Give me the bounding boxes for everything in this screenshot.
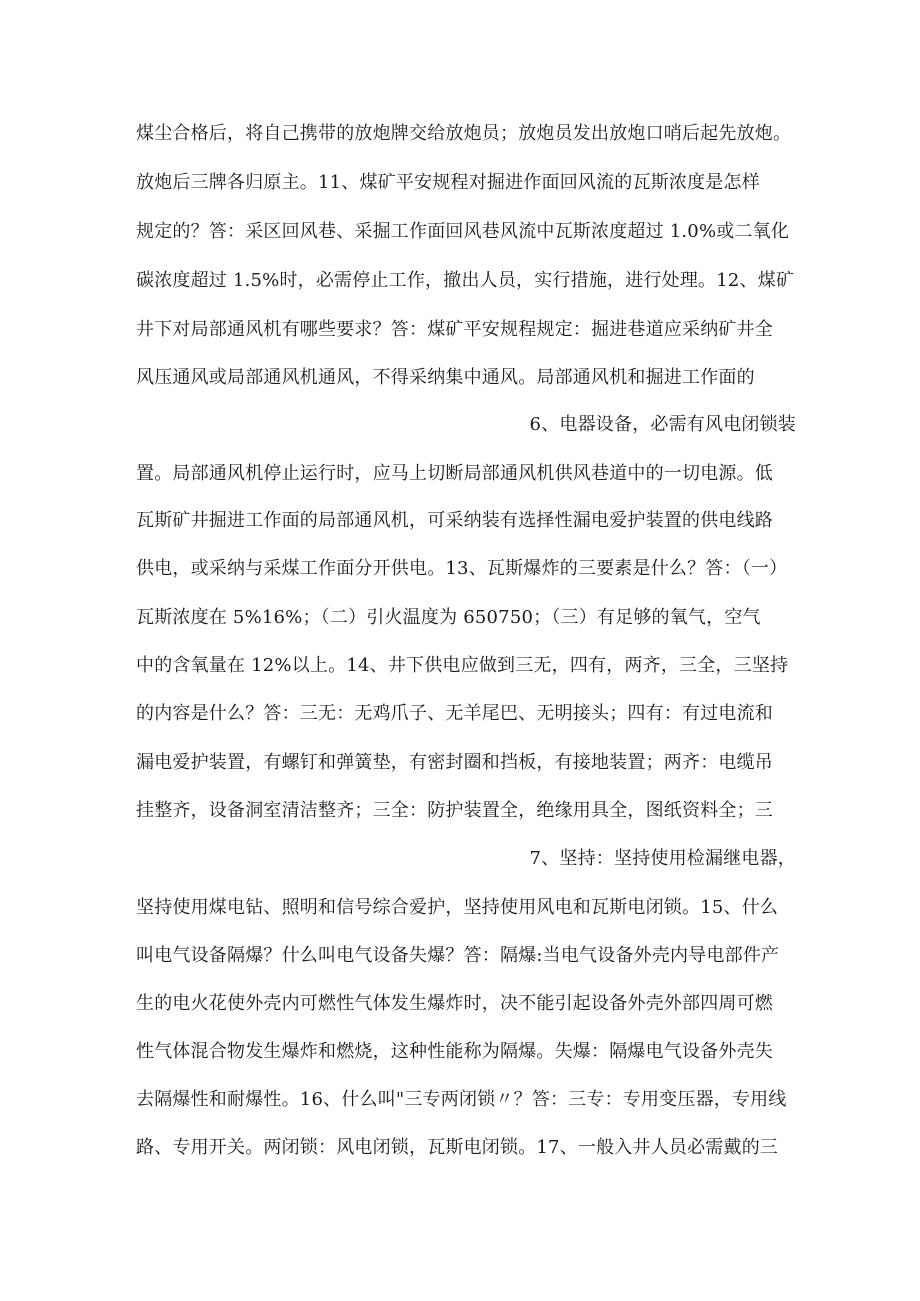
text-line: 挂整齐，设备洞室清洁整齐；三全：防护装置全，绝缘用具全，图纸资料全；三 bbox=[136, 800, 773, 821]
text-line: 瓦斯浓度在 5%16%；（二）引火温度为 650750；（三）有足够的氧气，空气 bbox=[136, 607, 761, 628]
text-line-indented: 7、坚持：坚持使用检漏继电器， bbox=[529, 848, 796, 869]
text-line: 路、专用开关。两闭锁：风电闭锁，瓦斯电闭锁。17、一般入井人员必需戴的三 bbox=[136, 1137, 779, 1158]
text-line-indented: 6、电器设备，必需有风电闭锁装 bbox=[529, 414, 796, 435]
text-line: 去隔爆性和耐爆性。16、什么叫"三专两闭锁〃？答：三专：专用变压器，专用线 bbox=[136, 1089, 787, 1110]
text-line: 叫电气设备隔爆？什么叫电气设备失爆？答：隔爆:当电气设备外壳内导电部件产 bbox=[136, 945, 780, 966]
text-line: 井下对局部通风机有哪些要求？答：煤矿平安规程规定：掘进巷道应采纳矿井全 bbox=[136, 319, 773, 340]
text-line: 性气体混合物发生爆炸和燃烧，这种性能称为隔爆。失爆：隔爆电气设备外壳失 bbox=[136, 1041, 773, 1062]
text-line: 中的含氧量在 12%以上。14、井下供电应做到三无，四有，两齐，三全，三坚持 bbox=[136, 655, 789, 676]
text-line: 生的电火花使外壳内可燃性气体发生爆炸时，决不能引起设备外壳外部四周可燃 bbox=[136, 993, 773, 1014]
text-line: 风压通风或局部通风机通风，不得采纳集中通风。局部通风机和掘进工作面的 bbox=[136, 367, 755, 388]
text-line: 煤尘合格后，将自己携带的放炮牌交给放炮员；放炮员发出放炮口哨后起先放炮。 bbox=[136, 123, 792, 144]
text-line: 瓦斯矿井掘进工作面的局部通风机，可采纳装有选择性漏电爱护装置的供电线路 bbox=[136, 510, 773, 531]
text-line: 规定的？答：采区回风巷、采掘工作面回风巷风流中瓦斯浓度超过 1.0%或二氧化 bbox=[136, 221, 790, 242]
text-line: 漏电爱护装置，有螺钉和弹簧垫，有密封圈和挡板，有接地装置；两齐：电缆吊 bbox=[136, 752, 773, 773]
text-line: 坚持使用煤电钻、照明和信号综合爱护，坚持使用风电和瓦斯电闭锁。15、什么 bbox=[136, 897, 779, 918]
text-line: 供电，或采纳与采煤工作面分开供电。13、瓦斯爆炸的三要素是什么？答：（一） bbox=[136, 558, 788, 579]
text-line: 放炮后三牌各归原主。11、煤矿平安规程对掘进作面回风流的瓦斯浓度是怎样 bbox=[136, 172, 760, 193]
text-line: 的内容是什么？答：三无：无鸡爪子、无羊尾巴、无明接头；四有：有过电流和 bbox=[136, 703, 773, 724]
text-line: 置。局部通风机停止运行时，应马上切断局部通风机供风巷道中的一切电源。低 bbox=[136, 463, 773, 484]
text-line: 碳浓度超过 1.5%时，必需停止工作，撤出人员，实行措施，进行处理。12、煤矿 bbox=[136, 270, 795, 291]
